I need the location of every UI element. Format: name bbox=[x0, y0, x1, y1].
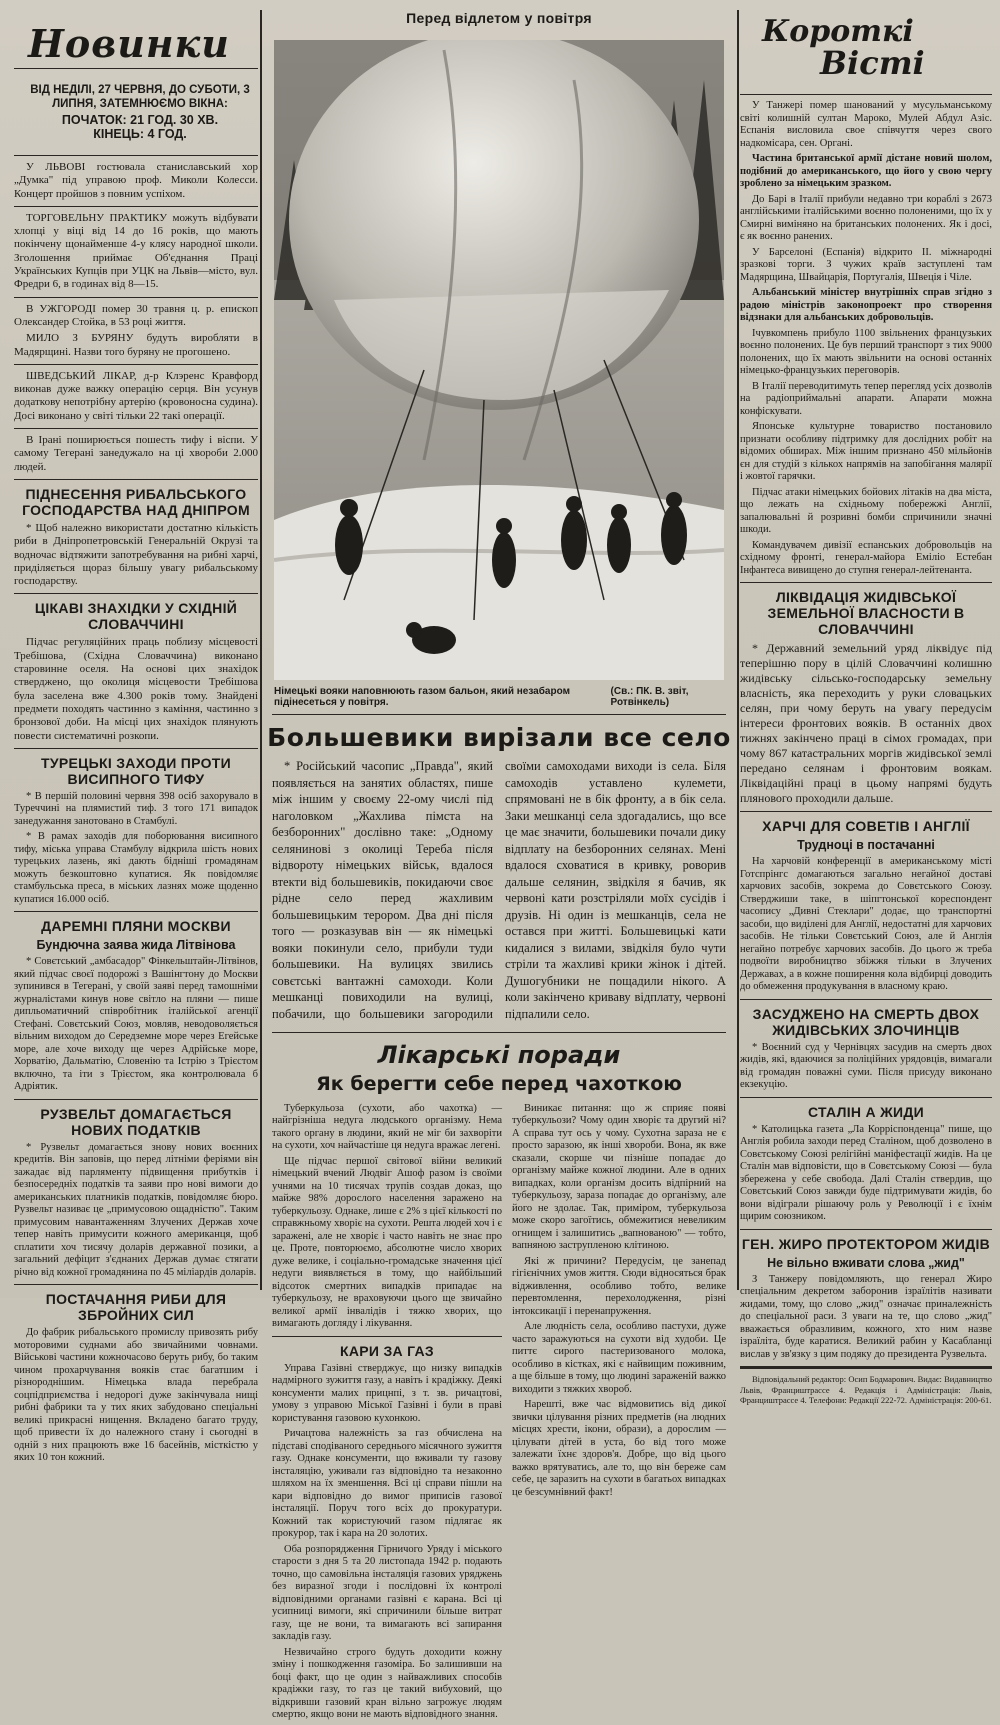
article-turkish-typhus bbox=[14, 791, 258, 907]
headline-stalin: СТАЛІН А ЖИДИ bbox=[807, 1103, 925, 1120]
headline-giraud: ГЕН. ЖИРО ПРОТЕКТОРОМ ЖИДІВ bbox=[741, 1235, 991, 1252]
short-news-item: Командувачем дивізії еспанських добровольців на східному фронті, генерал-майора Еміліо Естебан Інфантеса вивищено до ступня генерал-лейтенанта. bbox=[740, 539, 992, 576]
article-text: Туберкульоза (сухоти, або чахотка) — найгрізніша недуга людського організму. Нема такого органу в людини, який не міг би захворіти на сухоти, хоч найчастіше ця недуга вражає легені. bbox=[272, 1102, 502, 1151]
article-text: Виникає питання: що ж сприяє появі туберкульози? Чому один хворіє та другий ні? А справа тут ось у чому. Сухотна зараза не є просто заразою, як інші хвороби. Вона, як вже сказали, скорше чи пізніше попадає до організму майже кожної людини. Але в одних випадках, коли організм досить відпірний на туберкульозу, зараза попадає до організму, але його не здолає. Так, примiром, туберкульоза може скоро загоїтись, обмежитися невеликим огнищем і залишитись „вапнованою" — тобто, вапняною заструпленою клітиною. bbox=[512, 1102, 726, 1251]
article-giraud bbox=[740, 1274, 992, 1362]
headline-slovak-finds: ЦІКАВІ ЗНАХІДКИ У СХІДНІЙ СЛОВАЧЧИНІ bbox=[34, 600, 238, 633]
masthead-visti: Вісті bbox=[820, 44, 925, 82]
article-text: До фабрик рибальського промислу привозять рибу моторовими суднами або звичайними човнами. Військові частини кожночасово беруть рибу, бо таким чином прохарчування вояків стає багатшим і різнороднішим. Німецька влада перебрала соцпідприємства і недорогі дуже закінчувала нищі рибні фабрики та у тих яких забудовано спеціальні великі прикрасні нищення. Вкладено багато труду, щоб привести їх до належного стану і сьогодні в одній з них працюють вже 16 басейнів, місткістю у яких 10 тон кожний. bbox=[14, 1327, 258, 1464]
article-moscow-plans bbox=[14, 956, 258, 1094]
separator bbox=[14, 297, 258, 298]
article-fishery bbox=[14, 522, 258, 588]
news-item: ТОРГОВЕЛЬНУ ПРАКТИКУ можуть відбувати хлопці у віці від 14 до 16 років, що мають покінчену щонайменше 4-у кляcу народної школи. Зголошення приймає Об'єднання Праці Українських Купців при УЦК на Львів—місто, вул. Фредри 6, в годинах від 8—15. bbox=[14, 211, 258, 291]
separator bbox=[740, 582, 992, 583]
article-bolsheviks bbox=[264, 758, 734, 1024]
article-gas-penalties bbox=[272, 1363, 502, 1722]
separator bbox=[14, 1099, 258, 1100]
article-text: * В першій половині червня 398 осіб захорувало в Туреччині на плямистий тиф. З того 171 випадок занедужання занотовано в Стамбулі. bbox=[14, 790, 258, 827]
article-stalin bbox=[740, 1124, 992, 1224]
article-slovak-finds bbox=[14, 636, 258, 742]
news-item: МИЛО З БУРЯНУ будуть виробляти в Мадярщині. Назви того буряну не прогошено. bbox=[14, 332, 258, 358]
separator bbox=[14, 1284, 258, 1285]
headline-roosevelt-taxes: РУЗВЕЛЬТ ДОМАГАЄТЬСЯ НОВИХ ПОДАТКІВ bbox=[40, 1105, 232, 1138]
article-text: * Совєтський „амбасадор" Фінкельштайн-Літвінов, який підчас своєї подорожі з Вашінгтону до Москви зупинився в Тегерані, у своїй заяві перед тамошніми журналістами кинув нове світло на пляни — пише дипльоматичний співробітник італійської агенції Стефані. Совєтський Союз, мовляв, неводоволяється вільним виходом до Середземне море через Егейське море, але хоче виходу ще через Адрійське море, Хорватію, Дальматію, Словенію та Істрію з Трієстом включно, та іти з Трієстом, яка контролювала б Адріятик. bbox=[14, 956, 258, 1093]
separator bbox=[272, 1032, 726, 1033]
separator bbox=[14, 428, 258, 429]
right-column bbox=[740, 0, 992, 1409]
masthead-short-news bbox=[740, 0, 992, 80]
headline-fishery: ПІДНЕСЕННЯ РИБАЛЬСЬКОГО ГОСПОДАРСТВА НАД ДНІПРОМ bbox=[22, 485, 250, 518]
separator bbox=[14, 155, 258, 156]
column-rule-right bbox=[737, 10, 739, 1290]
article-death-sentence bbox=[740, 1042, 992, 1092]
article-text: Ричацтова належність за газ обчислена на підставі сподіваного середнього місячного зужиття газу. Однаке консументи, що вживали ту газову інсталяцію, уживали газ відповідно та незаконно шляхом на їх зменшення. Всі ці справи пішли на кари відповідно до вимог приписів газової інсталяції. Поруч того всіх до прокуратури. Кожний так користуючий газом підлягає як прокурор, так і кара на 20 золотих. bbox=[272, 1428, 502, 1539]
article-text: Ще підчас першої світової війни великий німецький вчений Людвіг Ашоф разом із своїми учнями на 10 тисячах трупів создав доказ, що майже 98% дорослого населення заражено на туберкульозу. Однаке, лише є 2% з цієї кількості по справжньому хворіє на сухоти. Решта людей хоч і є заражені, але не хворіє і часто навіть не знає про це. Проте, повторюємо, абсолютне число хворих дуже велике, і соціально-громадське значення цієї недуги виявляється в тому, що найбільший відсоток смертних випадків припадає на туберкульозу, не враховуючи цього ще звичайно великої армії інвалідів і тяжко хворих, що вимагають догляду і лікування. bbox=[272, 1155, 503, 1329]
imprint-text: Відповідальний редактор: Осип Бодмарович. Видає: Видавництво Львів, Франциштрассе 4. Редакція і Адміністрація: Львів, Франциштрассе 4. Телефони: Редакції 222-72. Адміністрація: 200-61. bbox=[740, 1374, 992, 1405]
separator bbox=[14, 68, 258, 69]
short-news-item: Японське культурне товариство постановило признати особливу підтримку для дослідних робіт на відомих обширах. Між іншим признано 450 мільйонів єн для студій з кількох напрямів на запобігання малярії і жовтої гарячки. bbox=[740, 421, 992, 482]
balloon-photo bbox=[274, 40, 724, 680]
short-news-item: У Барселоні (Еспанія) відкрито ІІ. міжнародні зразкові торги. З чужих країв заступлені там Мадярщина, Швайцарія, Португалія, Швеція і Чіле. bbox=[740, 246, 992, 283]
separator bbox=[272, 714, 726, 715]
article-text: Нарешті, вже час відмовитись від дикої звички цілування різних предметів (на людних місцях хрести, ікони, образи), а дорослим — цілувати дітей в уста, бо від того може залежати їхнє здоров'я. Добре, що від цього важко врятуватись, але то, що він береже сам себе, це заразить на сухоти в багатьох випадках це безсумнівний факт! bbox=[512, 1399, 726, 1498]
subheadline-giraud: Не вільно вживати слова „жид" bbox=[767, 1255, 965, 1270]
balloon-photo-image bbox=[274, 40, 724, 680]
separator bbox=[272, 1336, 502, 1337]
news-item: ШВЕДСЬКИЙ ЛІКАР, д-р Клэренс Кравфорд виконав дуже важку операцію серця. Він усунув додаткову непотрібну артерію (кровоносна судина). Досі виконано у світі тільки 22 такі операції. bbox=[14, 369, 258, 422]
headline-gas-penalties: КАРИ ЗА ГАЗ bbox=[340, 1342, 434, 1359]
article-text: * Щоб належно використати достатню кількість риби в Дніпропетровській Генеральній Окрузі та водночас відтяжити запотребування на рибні харчі, приділяється щораз більшу увагу рибальському господарству. bbox=[14, 521, 258, 588]
article-text: * В рамах заходів для поборювання висипного тифу, міська управа Стамбулу відкрила шість нових турецьких лазень, які дають бідніші громадянам можуть безкоштовно купатися. Як повідомляє стамбульська преса, в міських лазнях може щоденно купатися 16.000 осіб. bbox=[14, 831, 258, 905]
blackout-notice bbox=[22, 83, 258, 141]
article-text: На харчовій конференції в американському місті Готспрінгс домагаються загально негайної доставі харчових засобів, зокрема до Совєтського Союзу. Стверджиши таке, в шіпгтонської кореспондент часопису „Дивні Стеклари" додає, що транспортні засоби, що виділені для Англії, недостатні для харчових засобів. Не тільки Совєтський Союз, але й Англія негайно потребує харчових засобів. До цього ж треба подвоїти виробництво збіжжя тільки в Злучених Державах, а в кожне поширення кола відбирці доводить до обмеження продукування в власному краю. bbox=[740, 856, 992, 992]
short-news-item: Альбанський міністер внутрішніх справ згідно з радою міністрів законопроект про створення відзнаки для альбанських добровольців. bbox=[740, 287, 992, 323]
news-items bbox=[14, 161, 258, 474]
headline-turkish-typhus: ТУРЕЦЬКІ ЗАХОДИ ПРОТИ ВИСИПНОГО ТИФУ bbox=[40, 754, 232, 787]
article-roosevelt-taxes bbox=[14, 1142, 258, 1280]
separator bbox=[740, 1229, 992, 1230]
photo-title: Перед відлетом у повітря bbox=[406, 10, 592, 26]
headline-food-soviets: ХАРЧІ ДЛЯ СОВЕТІВ І АНГЛІЇ bbox=[762, 818, 970, 834]
lower-middle-left bbox=[272, 1103, 502, 1725]
article-tuberculosis-part2 bbox=[512, 1103, 726, 1500]
photo-credit: (Св.: ПК. В. звіт, Ротвінкель) bbox=[610, 686, 689, 708]
separator bbox=[14, 593, 258, 594]
article-text: * Державний земельний уряд ліквідує під теперішню пору в цілій Словаччині колишню жидівську сільсько-господарську земельну власність, яка переходить у руки словацьких селян, при чому беруть на увагу передусім інтереси фронтових вояків. В останніх двох тижнях закінчено праці в сімох громадах, при чому 867 катастральних моргів жидівської землі передано селянам і фронтовим воякам. Ліквідаційні праці в цьому напрямі будуть плянового проходили дальше. bbox=[740, 641, 992, 805]
article-text: * Католицька газета „Ла Корріспонденца" пише, що Англія робила заходи перед Сталіном, щоб дозволено в Совєтському Союзі релігійні маніфестації жидів. На це Сталін мав відповісти, що в Совєтському Союзі — була збережена у себе свобода. Далі Сталін ствердив, що Совєтський Союз завжди буде підтримувати жидів, бо вони відіграли рішаючу роль у Революції і є їхнім щирим союзником. bbox=[740, 1123, 992, 1222]
short-news-item: Підчас атаки німецьких бойових літаків на два міста, що лежать на східньому побережжі Англії, запалювальні й розривні бомби спричинили значні шкоди. bbox=[740, 486, 992, 535]
article-text: Оба розпорядження Гірничого Уряду і міського старости з дня 5 та 20 листопада 1942 р. подають точно, що самовільна інсталяція газових уряджень без виразної згоди і послідовні їх контролі відповідними органами газівні є карана. Всі ці усипниці вимоги, які спричинили більше витрат газу, ще не вони, та вимагають всі запирання закладів газу. bbox=[272, 1543, 502, 1642]
separator bbox=[740, 1366, 992, 1369]
middle-column bbox=[264, 0, 734, 1725]
short-news-list bbox=[740, 100, 992, 577]
subheadline-tuberculosis: Як берегти себе перед чахоткою bbox=[316, 1072, 682, 1095]
separator bbox=[14, 911, 258, 912]
article-tuberculosis-part1 bbox=[272, 1103, 502, 1331]
article-text: Управа Газівні стверджує, що низку випадків надмірного зужиття газу, а навіть і крадіжку. Деякі консументи малих прицнпі, з т. зв. ричацтові, умову з управою Міської Газівні і були в праві користування газовою кухонкою. bbox=[272, 1362, 502, 1424]
lower-middle-right bbox=[512, 1103, 726, 1725]
short-news-item: У Танжері помер шанований у мусульманському світі колишній султан Мароко, Мулей Абдул Азіс. Еспанія висловила свое співчуття через свого надкомісара, сен. Органі. bbox=[740, 100, 992, 149]
left-column bbox=[14, 0, 258, 1468]
article-food-soviets bbox=[740, 856, 992, 994]
article-fish-military bbox=[14, 1327, 258, 1465]
news-item: В УЖГОРОДІ помер 30 травня ц. р. епископ Олександер Стойка, в 53 році життя. bbox=[14, 302, 258, 328]
news-item: У ЛЬВОВІ гостювала станиславський хор „Думка" під управою проф. Миколи Колесси. Концерт пройшов з повним успіхом. bbox=[14, 161, 258, 200]
separator bbox=[14, 206, 258, 207]
article-text: Але людність села, особливо пастухи, дуже часто заражуються на сухоти від худоби. Це питтє сирого пастеризованого молока, особливо в кістках, які є найвищим поживним, а ще більше в тому, що людині зараженій важко виходити з тяжких хвороб. bbox=[512, 1321, 726, 1395]
headline-death-sentence: ЗАСУДЖЕНО НА СМЕРТЬ ДВОХ ЖИДІВСЬКИХ ЗЛОЧИНЦІВ bbox=[752, 1005, 980, 1038]
photo-caption: Німецькі вояки наповнюють газом бальон, який незабаром підінесеться у повітря. bbox=[274, 686, 570, 708]
article-text: * Рузвельт домагається знову нових воєнних кредитів. Він заповів, що перед літніми феріями він зажадає від парляменту підвищення прибутків і безпосередніх податків та заяви про нові вимоги до американських платників податків, повідомляє бюро. Рузвельт називає це „примусовою ощадністю". Таким примусовим навантаженням Злучених Держав хоче тепер навіть примусити кожного американця, щоб сплатити хоч тисячу доларів державної позики, а загальний дефіцит з'єднаних Держав думає стягати річно від кожної громадянина по 45 міліардів доларів. bbox=[14, 1141, 258, 1278]
blackout-start: ПОЧАТОК: 21 ГОД. 30 ХВ. bbox=[61, 113, 219, 127]
separator bbox=[740, 999, 992, 1000]
article-text: Підчас регуляційних праць поблизу місцевості Требішова, (Східна Словаччина) виконано старовинне оселя. На основі цих знахідок стверджено, що околиця місцевости Требішова була заселена вже 4.300 років тому. Знайдені предмети походять частинно з каміння, частинно з бронзової доби. На місці цих знахідок плянують повести систематичні розкопи. bbox=[14, 636, 258, 742]
short-news-item: До Барі в Італії прибули недавно три кораблі з 2673 англійськими італійськими воєнно полоненими, що їх у Смирні виміняно на британських полонених. Як і досі, є як воєнно ранених. bbox=[740, 193, 992, 242]
article-text: * Воєнний суд у Чернівцях засудив на смерть двох жидів, які, вдаючися за поліційних урядовців, вимагали від громадян поважні суми. Після присуду виконано екзекуцію. bbox=[740, 1041, 992, 1090]
imprint bbox=[740, 1374, 992, 1406]
article-jewish-land bbox=[740, 641, 992, 806]
short-news-item: Частина британської армії дістане новий шолом, подібний до американського, що його у свою чергу зроблено за німецьким зразком. bbox=[740, 153, 992, 189]
lower-middle-area bbox=[264, 1103, 734, 1725]
subheadline-moscow-plans: Бундючна заява жида Літвінова bbox=[36, 938, 236, 953]
article-text: Незвичайно строго будуть доходити кожну зміну і пошкодження газоміра. Бо залишивши на боці факт, що це один з найважливих способів крадіжки газу, то газ це такий вибуховий, що відкривши газовий кран вільно загрожує людям смертю, якщо вони не мають відповідного знання. bbox=[272, 1646, 502, 1720]
headline-jewish-land: ЛІКВІДАЦІЯ ЖИДІВСЬКОЇ ЗЕМЕЛЬНОЇ ВЛАСНОСТИ В СЛОВАЧЧИНІ bbox=[767, 589, 965, 637]
news-item: В Ірані поширюється пошесть тифу і віспи. У самому Тегерані занедужало на ці хвороби 2.000 людей. bbox=[14, 434, 258, 473]
article-text: * Російський часопис „Правда", який появляється на занятих областях, пише між іншим у своєму 22-ому числі під наголовком „Жахлива пімста на безборонних" дослівно таке: „Одному селянинові з околиці Тереба після відвороту німецьких військ, вдалося втекти від большевиків, покидаючи своє рідне село перед жахливим большевицьким терором. Два дні після того — розказував він — як німецькі вояки покинули село, прибули туди большевики. На вулицях звились совєтські вантажні самоходи. Коли мешканці повиходили на вулиці, побачили, що большевики загородили своїми самоходами виходи із села. Біля самоходів уставлено кулемети, спрямовані не в бік фронту, а в бік села. Заки мешканці села здогадались, що все це має значити, большевики почали дику відплату на безборонних селянах. Мені вдалося сховатися в кривку, роворив дальше селянин, звідкіля я бачив, як червоні кати розстріляли моїх сусідів і друзів. Ні один із мешканців, села не остався при житті. Большевицькі кати кидалися з вилами, звідкіля було чути стріли та жахливі крики жінок і дітей. Душогубники не пощадили нікого. А коли закінчено криваву відплату, червоні підпалили село. bbox=[272, 759, 726, 1021]
headline-fish-military: ПОСТАЧАННЯ РИБИ ДЛЯ ЗБРОЙНИХ СИЛ bbox=[45, 1291, 227, 1324]
masthead-korotki: Короткі bbox=[762, 14, 914, 49]
separator bbox=[740, 811, 992, 812]
blackout-dates: ВІД НЕДІЛІ, 27 ЧЕРВНЯ, ДО СУБОТИ, 3 ЛИПНЯ, ЗАТЕМНЮЄМО ВІКНА: bbox=[30, 84, 250, 110]
separator bbox=[14, 364, 258, 365]
headline-moscow-plans: ДАРЕМНІ ПЛЯНИ МОСКВИ bbox=[41, 918, 231, 935]
separator bbox=[14, 479, 258, 480]
masthead-novynky: Новинки bbox=[28, 21, 230, 66]
blackout-end: КІНЕЦЬ: 4 ГОД. bbox=[93, 127, 187, 141]
column-rule-left bbox=[260, 10, 262, 1290]
subheadline-food-soviets: Трудноці в постачанні bbox=[797, 838, 935, 852]
headline-medical-advice: Лікарські поради bbox=[377, 1040, 621, 1069]
separator bbox=[14, 748, 258, 749]
photo-caption-row bbox=[264, 680, 734, 708]
article-text: З Танжеру повідомляють, що генерал Жиро спеціальним декретом заборонив ізраїлітів називати жидами, тому, що слово „жид" означає приналежність до спеціальної раси. З уваги на те, що слово „жид" вважається образливим, кожного, хто ним назве ізраїліта, буде каратися. Великий рабин у Касабланці вислав у зв'язку з цим подяку до президента Рузвельта. bbox=[740, 1273, 992, 1360]
short-news-item: Ічувкомпень прибуло 1100 звільнених французьких воєнно полонених. Це був перший транспорт з тих 9000 полонених, що їх мають звільнити на основі останніх німецько-французьких переговорів. bbox=[740, 327, 992, 376]
headline-bolsheviks: Большевики вирізали все село bbox=[267, 723, 731, 752]
separator bbox=[740, 1097, 992, 1098]
article-text: Які ж причини? Передусім, це занепад гігієнічних умов життя. Сюди відносяться брак відживлення, особливо тобто, велике перевтомлення, перехолодження, різні інтоксикації і перенапруження. bbox=[512, 1255, 726, 1317]
short-news-item: В Італії переводитимуть тепер перегляд усіх дозволів на радіоприймальні апарати. Апарати можна конфіскувати. bbox=[740, 380, 992, 417]
separator bbox=[740, 94, 992, 95]
